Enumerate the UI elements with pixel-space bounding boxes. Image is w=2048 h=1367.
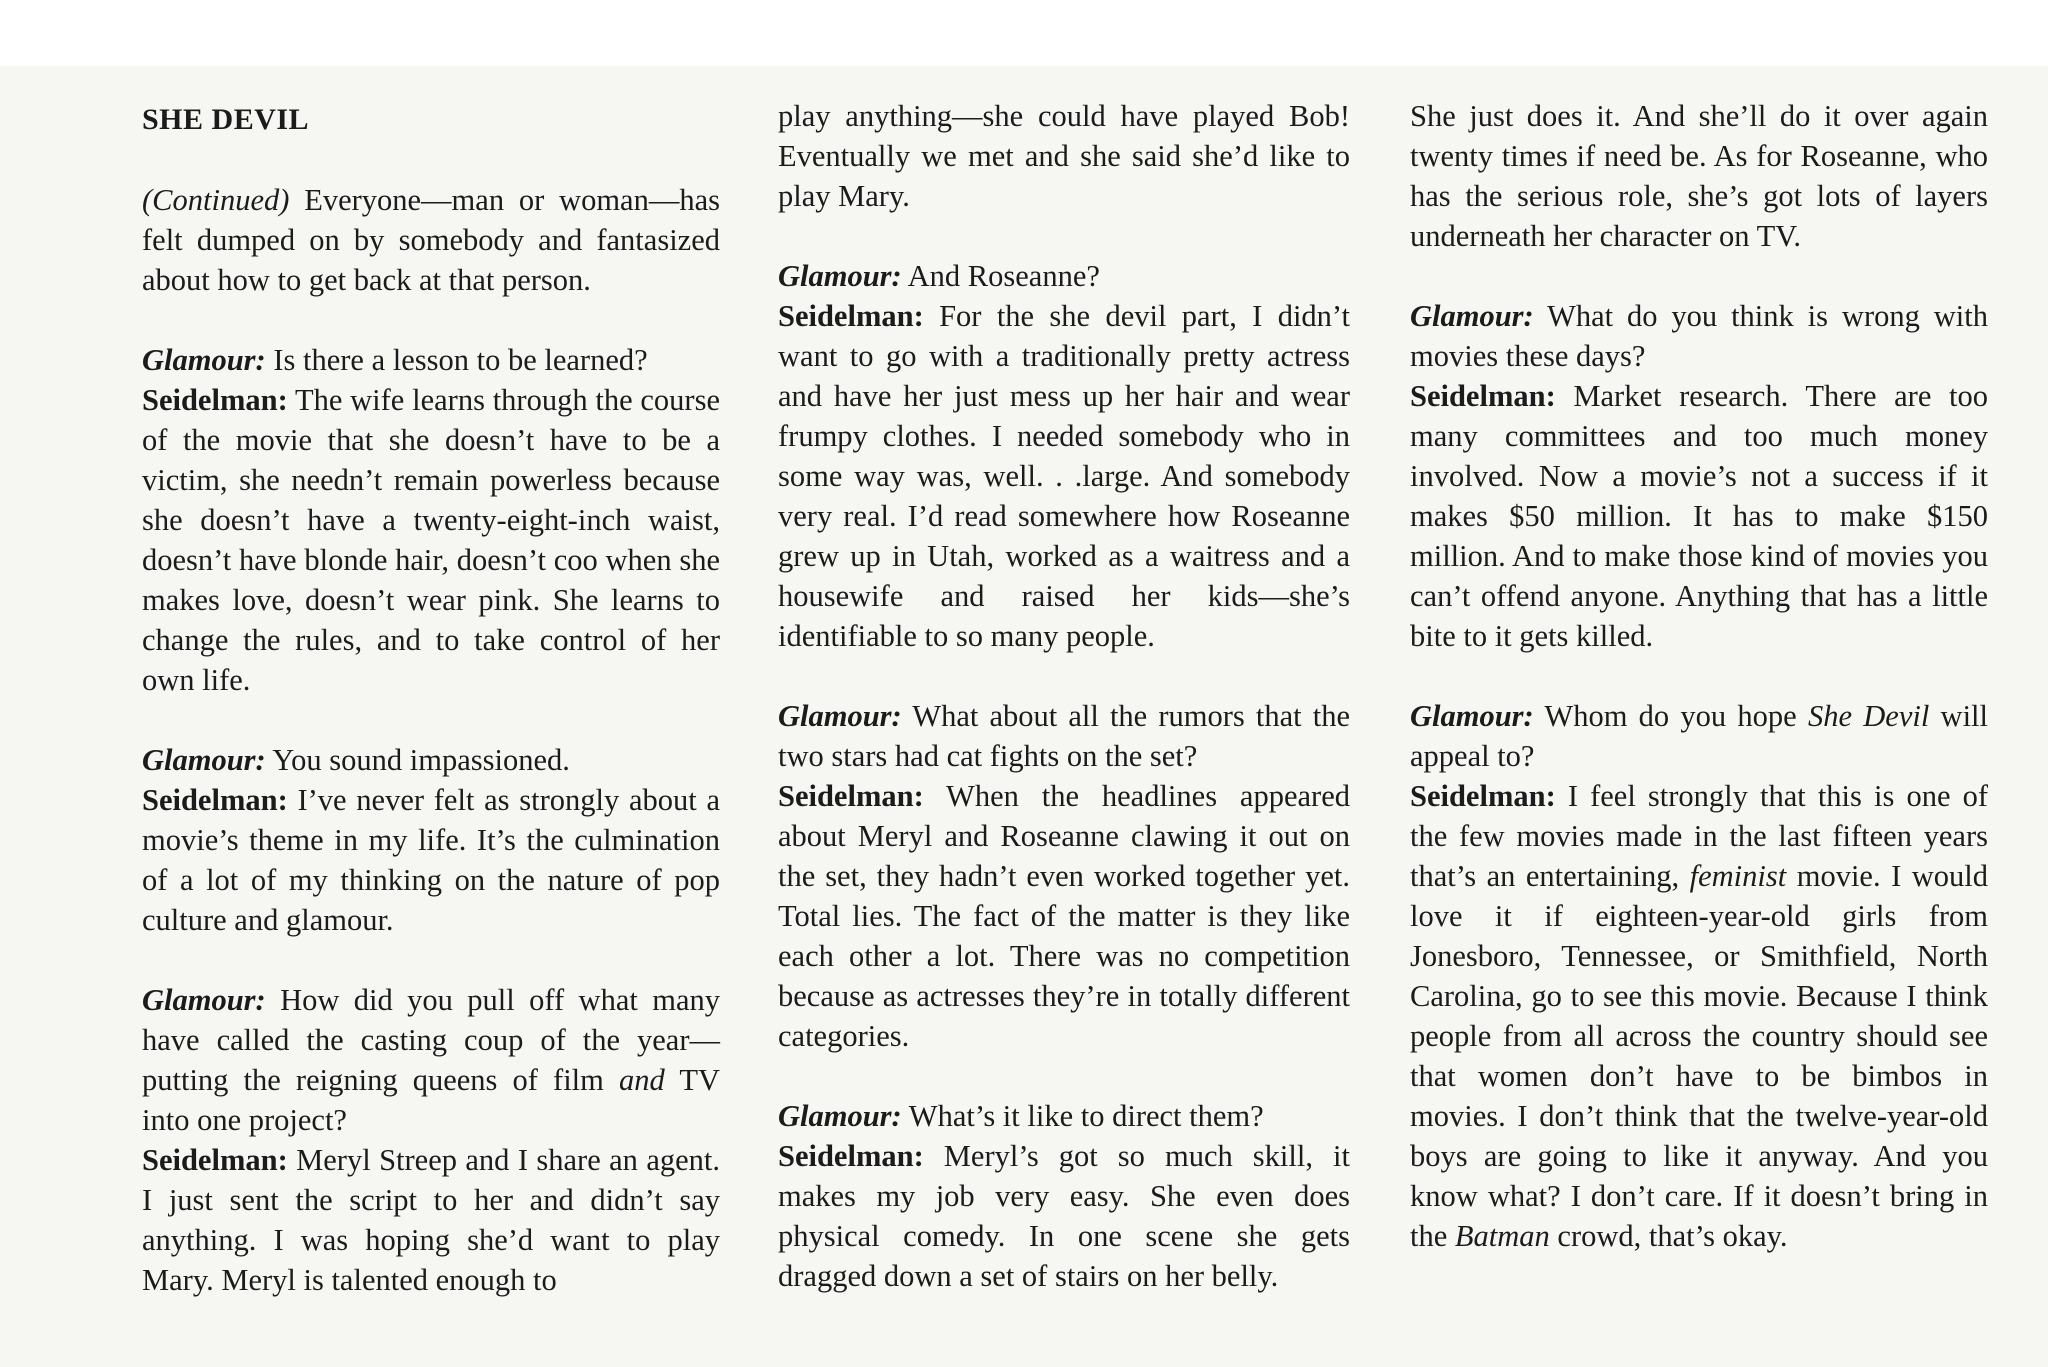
continued-label: (Continued) xyxy=(142,183,290,217)
question-text: will appeal to? xyxy=(1410,699,1989,773)
answer-text: When the headlines appeared about Meryl and Roseanne clawing it out on the set, they hadn’t even worked together yet. Total lies. The fact of the matter is they like each other a lot. There was no competition because as actresses they’re in totally different categories. xyxy=(778,779,1350,1053)
answer-speaker: Seidelman: xyxy=(1410,779,1556,813)
answer-text: Meryl’s got so much skill, it makes my job very easy. She even does physical comedy. In one scene she gets dragged down a set of stairs on her belly. xyxy=(778,1139,1350,1293)
question-speaker: Glamour: xyxy=(778,259,902,293)
question-text: How did you pull off what many have called the casting coup of the year—putting the reigning queens of film xyxy=(142,983,720,1097)
continued-paragraph xyxy=(1410,96,1988,256)
answer-text: I feel strongly that this is one of the few movies made in the last fifteen years that’s an entertaining, xyxy=(1410,779,1988,893)
column-3 xyxy=(1410,96,1988,1256)
question-text: What about all the rumors that the two stars had cat fights on the set? xyxy=(778,699,1350,773)
question-speaker: Glamour: xyxy=(142,743,266,777)
answer-speaker: Seidelman: xyxy=(1410,379,1556,413)
film-title-italic: She Devil xyxy=(1807,699,1930,733)
question-speaker: Glamour: xyxy=(778,699,902,733)
question-text: You sound impassioned. xyxy=(265,743,570,777)
question-speaker: Glamour: xyxy=(1410,299,1534,333)
answer-speaker: Seidelman: xyxy=(142,783,288,817)
answer-speaker: Seidelman: xyxy=(142,383,288,417)
qa-block xyxy=(778,696,1350,1056)
intro-paragraph xyxy=(142,180,720,300)
question-text: And Roseanne? xyxy=(901,259,1100,293)
qa-block xyxy=(1410,696,1988,1256)
answer-text: I’ve never felt as strongly about a movie’s theme in my life. It’s the culmination of a lot of my thinking on the nature of pop culture and glamour. xyxy=(142,783,720,937)
answer-speaker: Seidelman: xyxy=(778,1139,924,1173)
magazine-page xyxy=(0,66,2048,1367)
qa-block xyxy=(142,740,720,940)
question-speaker: Glamour: xyxy=(142,343,266,377)
continued-text: She just does it. And she’ll do it over again twenty times if need be. As for Roseanne, who has the serious role, she’s got lots of layers underneath her character on TV. xyxy=(1410,99,1988,253)
intro-text: Everyone—man or woman—has felt dumped on by somebody and fantasized about how to get back at that person. xyxy=(142,183,720,297)
qa-block xyxy=(778,256,1350,656)
qa-block xyxy=(1410,296,1988,656)
qa-block xyxy=(142,980,720,1300)
column-1 xyxy=(142,90,720,1300)
answer-text: Meryl Streep and I share an agent. I just sent the script to her and didn’t say anything. I was hoping she’d want to play Mary. Meryl is talented enough to xyxy=(142,1143,720,1297)
answer-text: The wife learns through the course of the movie that she doesn’t have to be a victim, she needn’t remain powerless because she doesn’t have a twenty-eight-inch waist, doesn’t have blonde hair, doesn’t coo when she makes love, doesn’t wear pink. She learns to change the rules, and to take control of her own life. xyxy=(142,383,720,697)
continued-text: play anything—she could have played Bob! Eventually we met and she said she’d like to play Mary. xyxy=(778,99,1350,213)
qa-block xyxy=(778,1096,1350,1296)
question-text: What do you think is wrong with movies these days? xyxy=(1410,299,1988,373)
question-text: TV into one project? xyxy=(142,1063,720,1137)
answer-italic-word: feminist xyxy=(1689,859,1787,893)
qa-block xyxy=(142,340,720,700)
question-italic-word: and xyxy=(619,1063,665,1097)
answer-speaker: Seidelman: xyxy=(778,299,924,333)
question-speaker: Glamour: xyxy=(778,1099,902,1133)
film-title-italic: Batman xyxy=(1454,1219,1550,1253)
answer-text: Market research. There are too many committees and too much money involved. Now a movie’s not a success if it makes $50 million. It has to make $150 million. And to make those kind of movies you can’t offend anyone. Anything that has a little bite to it gets killed. xyxy=(1410,379,1988,653)
question-text: Is there a lesson to be learned? xyxy=(265,343,648,377)
column-2 xyxy=(778,96,1350,1296)
answer-speaker: Seidelman: xyxy=(778,779,924,813)
continued-paragraph xyxy=(778,96,1350,216)
question-speaker: Glamour: xyxy=(142,983,266,1017)
question-text: Whom do you hope xyxy=(1533,699,1808,733)
answer-speaker: Seidelman: xyxy=(142,1143,288,1177)
article-heading: SHE DEVIL xyxy=(142,103,310,136)
answer-text: movie. I would love it if eighteen-year-old girls from Jonesboro, Tennessee, or Smithfield, North Carolina, go to see this movie. Because I think people from all across the country should see that women don’t have to be bimbos in movies. I don’t think that the twelve-year-old boys are going to like it anyway. And you know what? I don’t care. If it doesn’t bring in the xyxy=(1410,859,1988,1253)
question-text: What’s it like to direct them? xyxy=(901,1099,1264,1133)
question-speaker: Glamour: xyxy=(1410,699,1534,733)
answer-text: crowd, that’s okay. xyxy=(1549,1219,1788,1253)
answer-text: For the she devil part, I didn’t want to go with a traditionally pretty actress and have her just mess up her hair and wear frumpy clothes. I needed somebody who in some way was, well. . .large. And somebody very real. I’d read somewhere how Roseanne grew up in Utah, worked as a waitress and a housewife and raised her kids—she’s identifiable to so many people. xyxy=(778,299,1350,653)
